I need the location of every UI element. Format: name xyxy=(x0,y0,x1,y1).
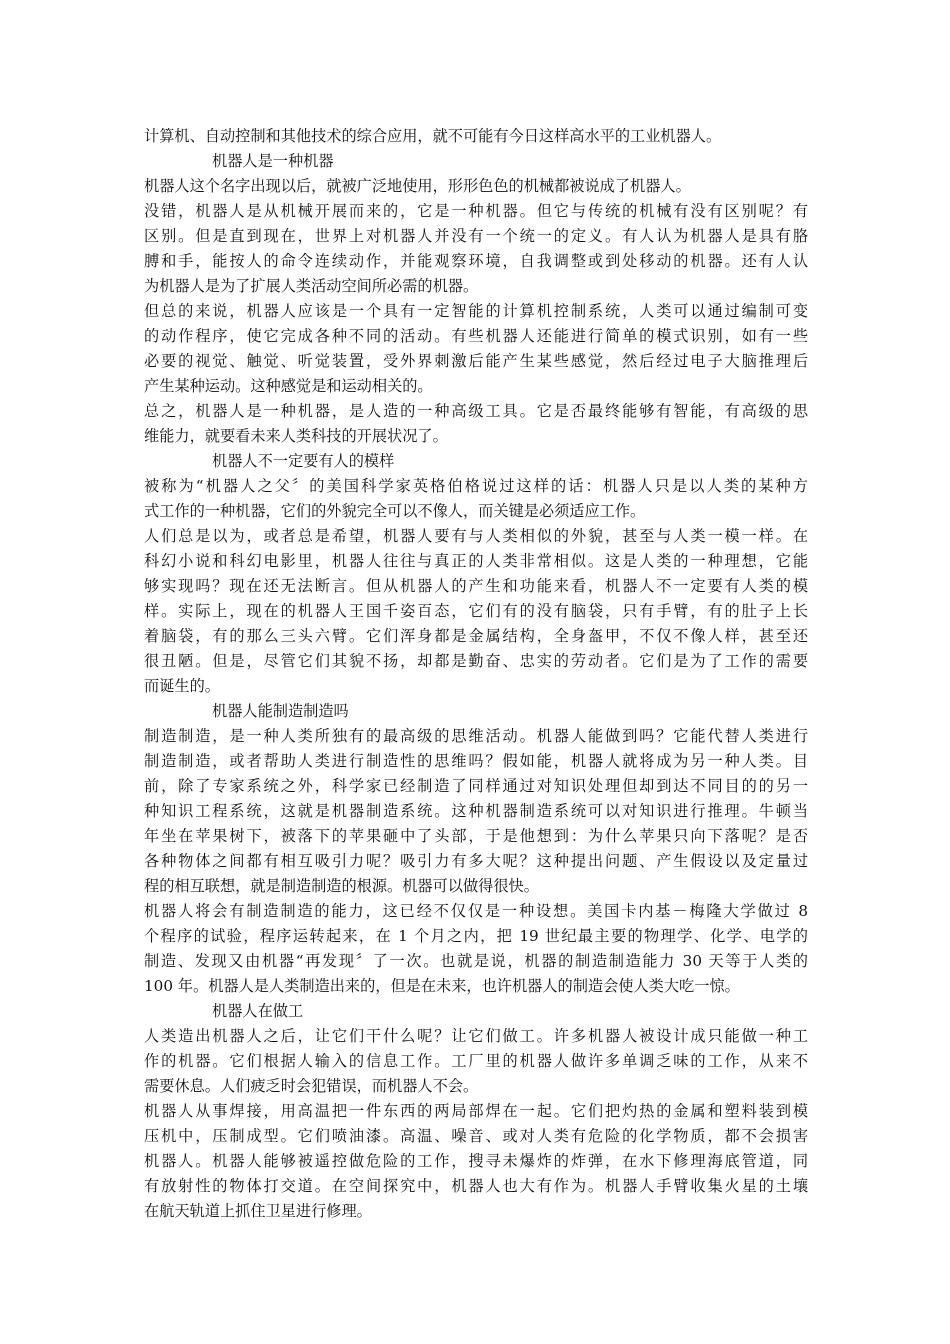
paragraph xyxy=(144,1099,808,1224)
text-line: 样。实际上，现在的机器人王国千姿百态，它们有的没有脑袋，只有手臂，有的肚子上长 xyxy=(144,602,808,620)
section-heading xyxy=(144,699,808,724)
paragraph xyxy=(144,124,808,149)
text-line: 制造制造，是一种人类所独有的最高级的思维活动。机器人能做到吗？它能代替人类进行 xyxy=(144,727,808,745)
document-page xyxy=(144,124,808,1224)
text-line: 个程序的试验，程序运转起来，在 1 个月之内，把 19 世纪最主要的物理学、化学、电学的 xyxy=(144,927,808,945)
heading-text: 机器人在做工 xyxy=(212,1002,304,1020)
paragraph xyxy=(144,299,808,399)
paragraph xyxy=(144,474,808,524)
text-line: 必要的视觉、触觉、听觉装置，受外界刺激后能产生某些感觉，然后经过电子大脑推理后 xyxy=(144,352,808,370)
paragraph xyxy=(144,724,808,899)
paragraph xyxy=(144,399,808,449)
text-line: 制造、发现又由机器“再发现〞了一次。也就是说，机器的制造制造能力 30 天等于人类的 xyxy=(144,952,808,970)
text-line: 但总的来说，机器人应该是一个具有一定智能的计算机控制系统，人类可以通过编制可变 xyxy=(144,302,808,320)
text-line: 而诞生的。 xyxy=(144,677,220,695)
text-line: 100 年。机器人是人类制造出来的，但是在未来，也许机器人的制造会使人类大吃一惊。 xyxy=(144,977,740,995)
text-line: 膊和手，能按人的命令连续动作，并能观察环境，自我调整或到处移动的机器。还有人认 xyxy=(144,252,808,270)
text-line: 为机器人是为了扩展人类活动空间所必需的机器。 xyxy=(144,277,479,295)
paragraph xyxy=(144,174,808,199)
text-line: 机器人。机器人能够被遥控做危险的工作，搜寻未爆炸的炸弹，在水下修理海底管道，同 xyxy=(144,1152,808,1170)
text-line: 程的相互联想，就是制造制造的根源。机器可以做得很快。 xyxy=(144,877,539,895)
text-line: 维能力，就要看未来人类科技的开展状况了。 xyxy=(144,427,448,445)
paragraph xyxy=(144,899,808,999)
text-line: 机器人这个名字出现以后，就被广泛地使用，形形色色的机械都被说成了机器人。 xyxy=(144,177,691,195)
text-line: 计算机、自动控制和其他技术的综合应用，就不可能有今日这样高水平的工业机器人。 xyxy=(144,127,722,145)
text-line: 科幻小说和科幻电影里，机器人往往与真正的人类非常相似。这是人类的一种理想，它能 xyxy=(144,552,808,570)
section-heading xyxy=(144,149,808,174)
text-line: 有放射性的物体打交道。在空间探究中，机器人也大有作为。机器人手臂收集火星的土壤 xyxy=(144,1177,808,1195)
text-line: 着脑袋，有的那么三头六臂。它们浑身都是金属结构，全身盔甲，不仅不像人样，甚至还 xyxy=(144,627,808,645)
text-line: 式工作的一种机器，它们的外貌完全可以不像人，而关键是必须适应工作。 xyxy=(144,502,646,520)
heading-text: 机器人是一种机器 xyxy=(212,152,334,170)
section-heading xyxy=(144,999,808,1024)
text-line: 制造制造，或者帮助人类进行制造性的思维吗？假如能，机器人就将成为另一种人类。目 xyxy=(144,752,808,770)
text-line: 需要休息。人们疲乏时会犯错误，而机器人不会。 xyxy=(144,1077,479,1095)
text-line: 种知识工程系统，这就是机器制造系统。这种机器制造系统可以对知识进行推理。牛顿当 xyxy=(144,802,808,820)
paragraph xyxy=(144,1024,808,1099)
text-line: 产生某种运动。这种感觉是和运动相关的。 xyxy=(144,377,433,395)
text-line: 前，除了专家系统之外，科学家已经制造了同样通过对知识处理但却到达不同目的的另一 xyxy=(144,777,808,795)
paragraph xyxy=(144,199,808,299)
text-line: 的动作程序，使它完成各种不同的活动。有些机器人还能进行简单的模式识别，如有一些 xyxy=(144,327,808,345)
heading-text: 机器人不一定要有人的模样 xyxy=(212,452,395,470)
text-line: 在航天轨道上抓住卫星进行修理。 xyxy=(144,1202,372,1220)
heading-text: 机器人能制造制造吗 xyxy=(212,702,349,720)
text-line: 机器人将会有制造制造的能力，这已经不仅仅是一种设想。美国卡内基－梅隆大学做过 8 xyxy=(144,902,808,920)
text-line: 总之，机器人是一种机器，是人造的一种高级工具。它是否最终能够有智能，有高级的思 xyxy=(144,402,808,420)
text-line: 够实现吗？现在还无法断言。但从机器人的产生和功能来看，机器人不一定要有人类的模 xyxy=(144,577,808,595)
text-line: 被称为“机器人之父〞的美国科学家英格伯格说过这样的话：机器人只是以人类的某种方 xyxy=(144,477,808,495)
text-line: 人类造出机器人之后，让它们干什么呢？让它们做工。许多机器人被设计成只能做一种工 xyxy=(144,1027,808,1045)
section-heading xyxy=(144,449,808,474)
text-line: 区别。但是直到现在，世界上对机器人并没有一个统一的定义。有人认为机器人是具有胳 xyxy=(144,227,808,245)
text-line: 各种物体之间都有相互吸引力呢？吸引力有多大呢？这种提出问题、产生假设以及定量过 xyxy=(144,852,808,870)
text-line: 很丑陋。但是，尽管它们其貌不扬，却都是勤奋、忠实的劳动者。它们是为了工作的需要 xyxy=(144,652,808,670)
text-line: 年坐在苹果树下，被落下的苹果砸中了头部，于是他想到：为什么苹果只向下落呢？是否 xyxy=(144,827,808,845)
text-line: 机器人从事焊接，用高温把一件东西的两局部焊在一起。它们把灼热的金属和塑料装到模 xyxy=(144,1102,808,1120)
paragraph xyxy=(144,524,808,699)
text-line: 作的机器。它们根据人输入的信息工作。工厂里的机器人做许多单调乏味的工作，从来不 xyxy=(144,1052,808,1070)
text-line: 压机中，压制成型。它们喷油漆。高温、噪音、或对人类有危险的化学物质，都不会损害 xyxy=(144,1127,808,1145)
text-line: 没错，机器人是从机械开展而来的，它是一种机器。但它与传统的机械有没有区别呢？有 xyxy=(144,202,808,220)
text-line: 人们总是以为，或者总是希望，机器人要有与人类相似的外貌，甚至与人类一模一样。在 xyxy=(144,527,808,545)
